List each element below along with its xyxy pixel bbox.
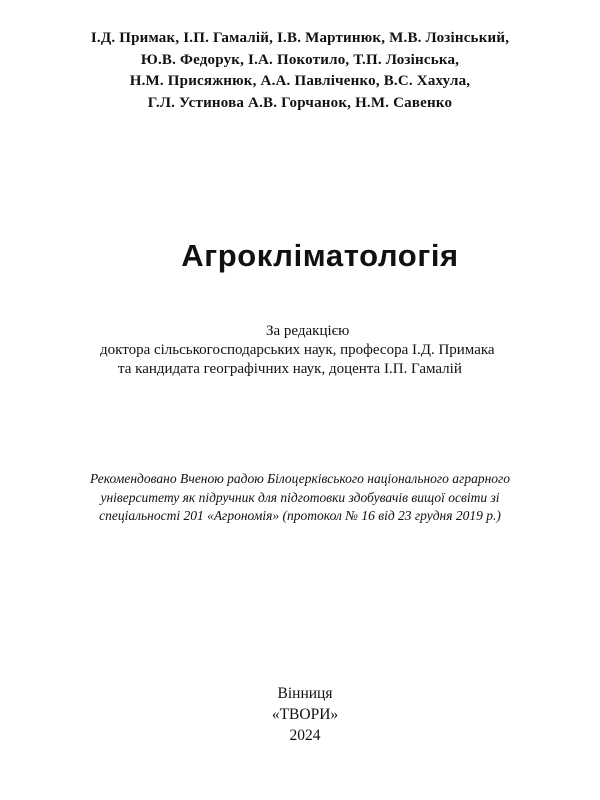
editors-line: та кандидата географічних наук, доцента І.П. Гамалій	[118, 361, 462, 377]
authors-line: Н.М. Присяжнюк, А.А. Павліченко, В.С. Хахула,	[129, 73, 471, 89]
book-title: Агрокліматологія	[181, 238, 459, 273]
editors-heading: За редакцією	[266, 323, 350, 339]
recommendation-line: спеціальності 201 «Агрономія» (протокол № 16 від 23 грудня 2019 р.)	[99, 508, 501, 523]
authors-line: І.Д. Примак, І.П. Гамалій, І.В. Мартинюк, М.В. Лозінський,	[90, 30, 510, 46]
recommendation-line: університету як підручник для підготовки здобувачів вищої освіти зі	[100, 489, 500, 505]
authors-block	[0, 28, 600, 114]
recommendation-block	[0, 470, 600, 526]
authors-line: Ю.В. Федорук, І.А. Покотило, Т.П. Лозінська,	[140, 51, 460, 68]
recommendation-line: Рекомендовано Вченою радою Білоцерківського національного аграрного	[89, 471, 511, 486]
imprint-city: Вінниця	[277, 685, 333, 702]
editors-line: доктора сільськогосподарських наук, професора І.Д. Примака	[100, 342, 495, 358]
imprint-publisher: «ТВОРИ»	[271, 706, 339, 723]
imprint-block	[0, 683, 600, 746]
imprint-year: 2024	[289, 727, 321, 744]
authors-line: Г.Л. Устинова А.В. Горчанок, Н.М. Савенко	[147, 94, 453, 111]
